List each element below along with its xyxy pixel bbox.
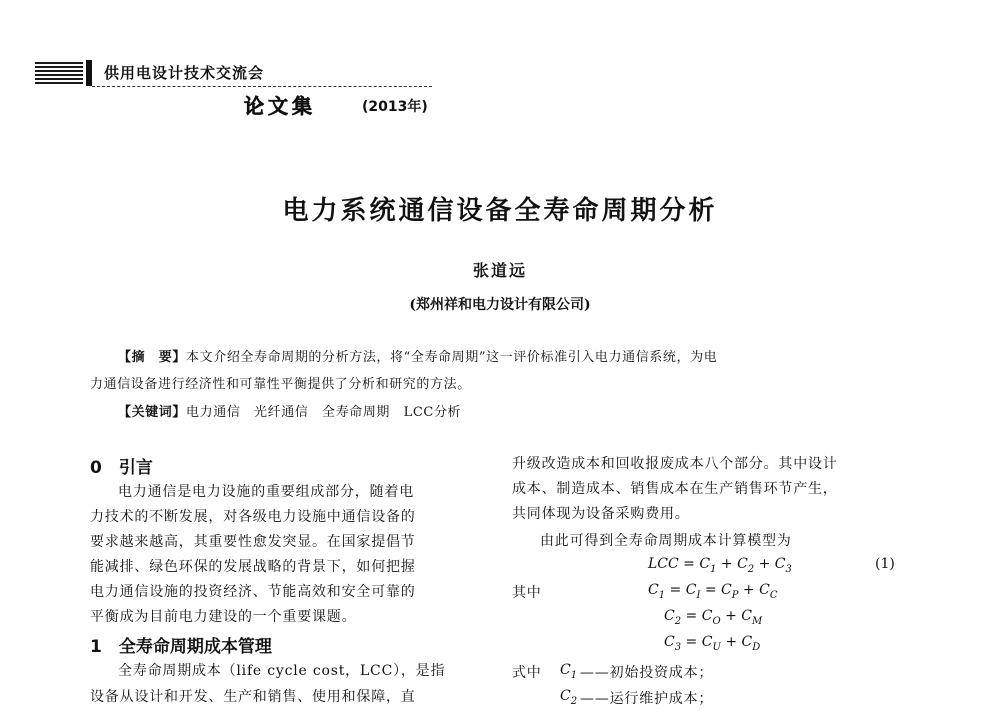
symbol-c2: $C_2$ bbox=[560, 688, 578, 707]
body-line: 平衡成为目前电力建设的一个重要课题。 bbox=[90, 609, 357, 625]
equation-c2: $C_2 = C_O + C_M$ bbox=[664, 608, 763, 627]
symbol-c1: $C_1$ bbox=[560, 662, 578, 681]
equation-c1: $C_1 = C_I = C_P + C_C$ bbox=[648, 582, 778, 601]
series-title: 供用电设计技术交流会 bbox=[104, 64, 265, 82]
section-1-heading: 1 全寿命周期成本管理 bbox=[90, 637, 272, 657]
paper-affiliation: (郑州祥和电力设计有限公司) bbox=[409, 297, 591, 313]
body-line: 电力通信设施的投资经济、节能高效和安全可靠的 bbox=[90, 584, 416, 600]
keywords-text: 电力通信 光纤通信 全寿命周期 LCC分析 bbox=[186, 405, 462, 420]
abstract-line-2: 力通信设备进行经济性和可靠性平衡提供了分析和研究的方法。 bbox=[90, 377, 471, 392]
def-c2: ——运行维护成本； bbox=[580, 691, 714, 707]
body-line: 升级改造成本和回收报废成本八个部分。其中设计 bbox=[512, 456, 838, 472]
def-c1: ——初始投资成本； bbox=[580, 665, 714, 681]
defs-label: 式中 bbox=[512, 665, 542, 681]
body-line: 共同体现为设备采购费用。 bbox=[512, 506, 690, 522]
abstract-text-1: 本文介绍全寿命周期的分析方法，将“全寿命周期”这一评价标准引入电力通信系统，为电 bbox=[186, 350, 718, 365]
paper-title: 电力系统通信设备全寿命周期分析 bbox=[282, 196, 718, 226]
where-label: 其中 bbox=[512, 585, 542, 601]
equation-lcc: LCC = $C_1 + C_2 + C_3$ bbox=[648, 556, 792, 575]
body-line: 成本、制造成本、销售成本在生产销售环节产生， bbox=[512, 481, 838, 497]
equation-number: (1) bbox=[875, 556, 895, 572]
body-line: 力技术的不断发展，对各级电力设施中通信设备的 bbox=[90, 509, 416, 525]
body-line: 设备从设计和开发、生产和销售、使用和保障，直 bbox=[90, 689, 416, 705]
header-divider-bar bbox=[86, 60, 92, 86]
abstract-line-1 bbox=[118, 346, 717, 365]
header-dashed-rule bbox=[92, 86, 432, 87]
body-line: 电力通信是电力设施的重要组成部分，随着电 bbox=[118, 484, 414, 500]
header-logo-block bbox=[35, 62, 83, 84]
equation-c3: $C_3 = C_U + C_D$ bbox=[664, 634, 761, 653]
body-line: 由此可得到全寿命周期成本计算模型为 bbox=[540, 533, 792, 549]
abstract-label: 【摘 要】 bbox=[118, 350, 187, 365]
body-line: 能减排、绿色环保的发展战略的背景下，如何把握 bbox=[90, 559, 416, 575]
paper-author: 张道远 bbox=[472, 261, 527, 280]
body-line: 要求越来越高，其重要性愈发突显。在国家提倡节 bbox=[90, 534, 416, 550]
collection-year: (2013年) bbox=[362, 99, 428, 115]
section-0-heading: 0 引言 bbox=[90, 458, 153, 478]
body-line: 全寿命周期成本（life cycle cost，LCC），是指 bbox=[118, 663, 446, 679]
collection-title: 论文集 bbox=[244, 94, 316, 118]
keywords-line bbox=[118, 401, 461, 420]
keywords-label: 【关键词】 bbox=[118, 405, 187, 420]
